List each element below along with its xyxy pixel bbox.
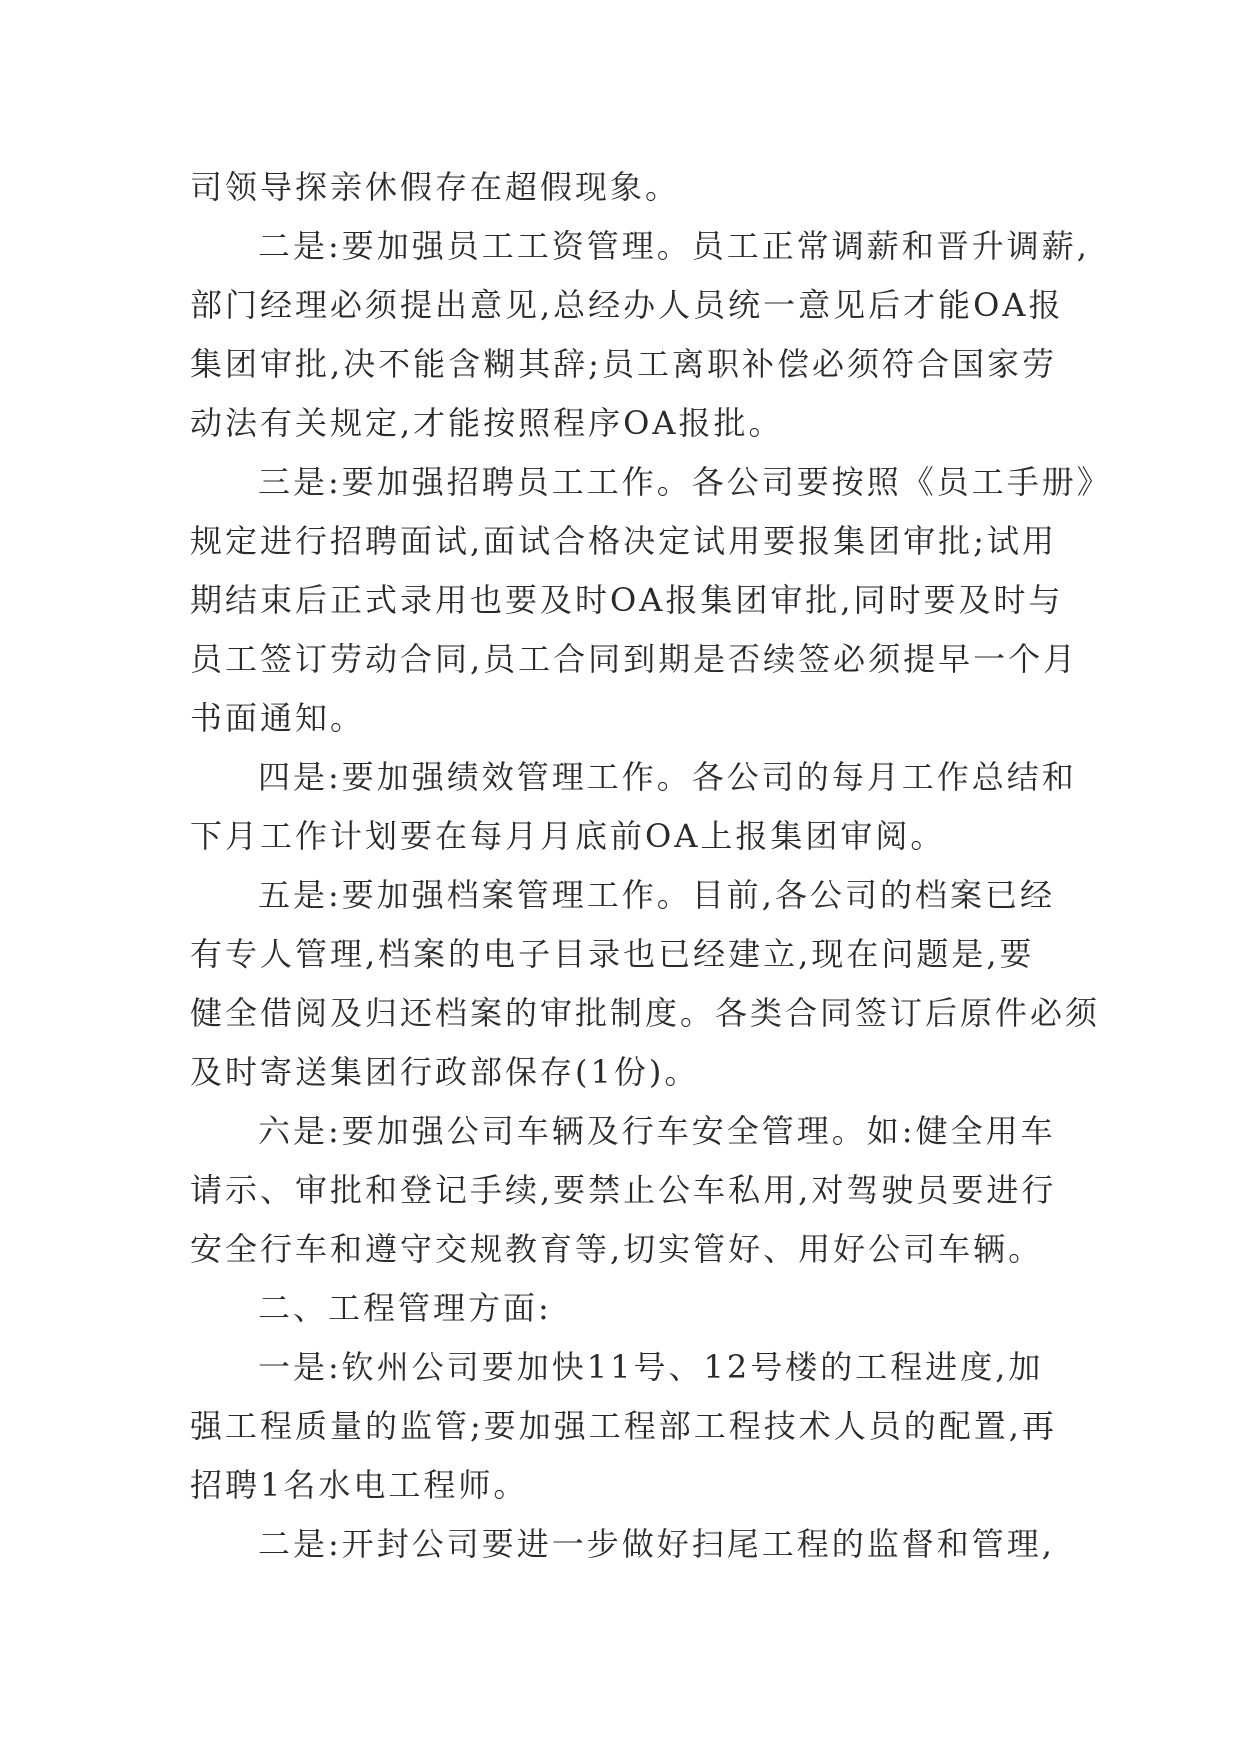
text-line: 安全行车和遵守交规教育等,切实管好、用好公司车辆。 [190, 1230, 1044, 1268]
text-line: 期结束后正式录用也要及时OA报集团审批,同时要及时与 [190, 581, 1064, 619]
document-body [190, 158, 1112, 1574]
text-line: 五是:要加强档案管理工作。目前,各公司的档案已经 [258, 876, 1055, 914]
text-line: 动法有关规定,才能按照程序OA报批。 [190, 404, 784, 442]
text-line: 健全借阅及归还档案的审批制度。各类合同签订后原件必须 [190, 994, 1101, 1032]
text-line: 书面通知。 [190, 699, 366, 737]
text-line: 三是:要加强招聘员工工作。各公司要按照《员工手册》 [258, 463, 1112, 501]
text-line: 六是:要加强公司车辆及行车安全管理。如:健全用车 [258, 1112, 1056, 1150]
text-line: 二是:开封公司要进一步做好扫尾工程的监督和管理, [258, 1525, 1055, 1563]
text-line: 下月工作计划要在每月月底前OA上报集团审阅。 [190, 817, 946, 855]
text-line: 招聘1名水电工程师。 [190, 1466, 529, 1504]
text-line: 及时寄送集团行政部保存(1份)。 [190, 1053, 700, 1091]
text-line: 二是:要加强员工工资管理。员工正常调薪和晋升调薪, [258, 227, 1090, 265]
text-line: 规定进行招聘面试,面试合格决定试用要报集团审批;试用 [190, 522, 1057, 560]
text-line: 集团审批,决不能含糊其辞;员工离职补偿必须符合国家劳 [190, 345, 1057, 383]
text-line: 强工程质量的监管;要加强工程部工程技术人员的配置,再 [190, 1407, 1057, 1445]
text-line: 四是:要加强绩效管理工作。各公司的每月工作总结和 [258, 758, 1077, 796]
text-line: 有专人管理,档案的电子目录也已经建立,现在问题是,要 [190, 935, 1035, 973]
section-heading: 二、工程管理方面: [258, 1289, 552, 1327]
text-line: 请示、审批和登记手续,要禁止公车私用,对驾驶员要进行 [190, 1171, 1057, 1209]
text-line: 员工签订劳动合同,员工合同到期是否续签必须提早一个月 [190, 640, 1079, 678]
text-line: 司领导探亲休假存在超假现象。 [190, 168, 681, 206]
text-line: 部门经理必须提出意见,总经办人员统一意见后才能OA报 [190, 286, 1064, 324]
text-line: 一是:钦州公司要加快11号、12号楼的工程进度,加 [258, 1348, 1044, 1386]
